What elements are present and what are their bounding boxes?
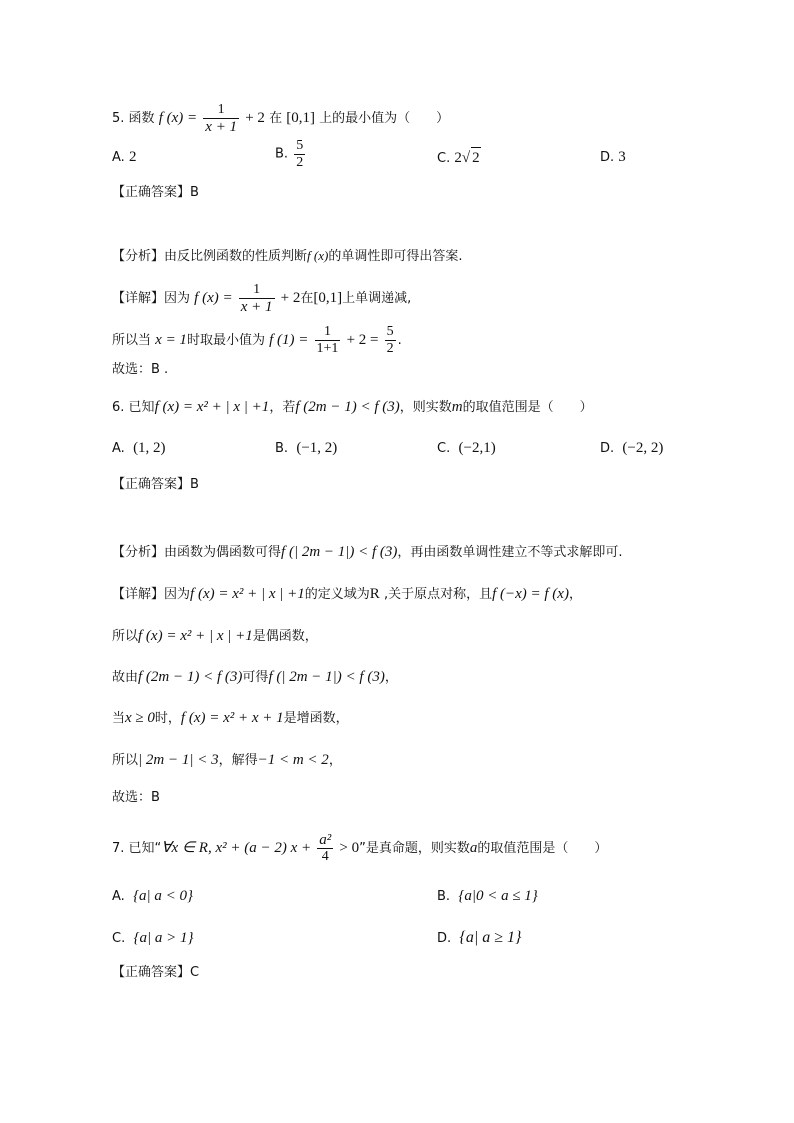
q5-func-tail: + 2 [245,110,265,126]
q5-answer: 【正确答案】B [112,185,199,200]
q6-detail: 【详解】因为f (x) = x² + | x | +1的定义域为R ,关于原点对称，且f (−x) = f (x)， [112,586,582,602]
q6-detail-line5: 所以| 2m − 1| < 3，解得−1 < m < 2， [112,752,342,768]
q7-option-a: A. {a| a < 0} [112,888,194,904]
q5-text-b: 在 [269,111,283,126]
q6-option-d: D. (−2, 2) [600,440,664,456]
q5-option-b: B. $\frac{5}{2}$ [275,138,304,170]
q6-detail-line2: 所以f (x) = x² + | x | +1是偶函数， [112,628,318,644]
q6-stem: 6. 已知f (x) = x² + | x | +1，若f (2m − 1) < f (3)，则实数m的取值范围是（ ） [112,399,593,415]
q5-number: 5. [112,111,125,126]
q5-text: 函数 [128,111,155,126]
q5-fraction: $\frac{1}{x + 1}$ [205,102,238,135]
q7-option-c: C. {a| a > 1} [112,930,194,946]
q5-option-c: C. 2√ 2 [437,147,481,169]
q5-analysis: 【分析】由反比例函数的性质判断f (x)的单调性即可得出答案. [112,248,463,264]
q5-detail-line2: 所以当 x = 1时取最小值为 f (1) = $\frac{1}{1+1}$ + 2 = $\frac{5}{2}$ . [112,324,402,356]
q5-detail: 【详解】因为 f (x) = $\frac{1}{x + 1}$ + 2在[0,1]上单调递减, [112,282,412,315]
q5-func-lhs: f (x) = [158,110,198,126]
q7-stem: 7. 已知“∀x ∈ R, x² + (a − 2) x + $\frac{\text{a²}}{4}$ > 0”是真命题，则实数a的取值范围是（ ） [112,832,608,864]
q6-option-b: B. (−1, 2) [275,440,338,456]
q7-answer: 【正确答案】C [112,965,200,980]
q6-detail-line4: 当x ≥ 0时，f (x) = x² + x + 1是增函数， [112,710,349,726]
q6-option-a: A. (1, 2) [112,440,166,456]
q5-stem [112,102,449,135]
q6-analysis: 【分析】由函数为偶函数可得f (| 2m − 1|) < f (3)，再由函数单调性建立不等式求解即可. [112,544,623,560]
q5-option-d: D. 3 [600,149,626,165]
q5-choose: 故选：B . [112,362,169,377]
q5-option-a: A. 2 [112,149,137,165]
q5-interval: [0,1] [286,110,315,126]
q6-detail-line3: 故由f (2m − 1) < f (3)可得f (| 2m − 1|) < f (3)， [112,669,398,685]
q5-text-c: 上的最小值为（ ） [319,111,450,126]
q6-answer: 【正确答案】B [112,477,199,492]
q6-option-c: C. (−2,1) [437,440,496,456]
q6-choose: 故选：B [112,790,160,805]
q7-option-d: D. {a| a ≥ 1} [437,929,522,946]
q7-option-b: B. {a|0 < a ≤ 1} [437,888,538,904]
